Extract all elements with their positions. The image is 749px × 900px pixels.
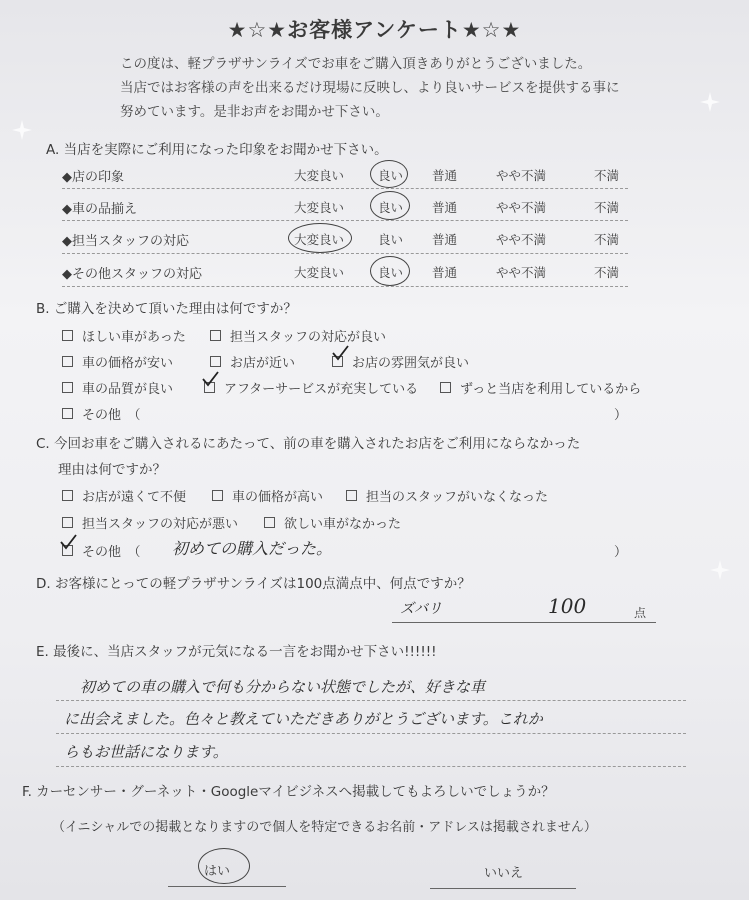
rating-option[interactable]: 大変良い <box>294 232 345 247</box>
section-d-question: D. お客様にとっての軽プラザサンライズは100点満点中、何点ですか？ <box>36 576 471 592</box>
checkbox-option[interactable]: 車の価格が高い <box>212 486 323 505</box>
handwritten-comment-line-1: 初めての車の購入で何も分からない状態でしたが、好きな車 <box>80 678 486 696</box>
handwritten-comment-line-3: らもお世話になります。 <box>64 743 228 761</box>
checkbox[interactable] <box>62 382 73 393</box>
answer-no[interactable]: いいえ <box>484 866 524 881</box>
score-unit: 点 <box>634 606 647 620</box>
rating-row-label: ◆その他スタッフの対応 <box>62 267 202 282</box>
checkbox-option[interactable]: 担当のスタッフがいなくなった <box>346 486 548 505</box>
checkbox-option[interactable]: お店が遠くて不便 <box>62 486 186 505</box>
checkbox-option[interactable]: お店が近い <box>210 352 295 371</box>
sparkle-icon <box>700 92 720 112</box>
section-c-question-line-2: 理由は何ですか？ <box>58 462 166 478</box>
rating-option[interactable]: 普通 <box>432 265 458 280</box>
checkbox-option[interactable]: 車の価格が安い <box>62 352 173 371</box>
comment-line <box>56 733 686 734</box>
rating-option[interactable]: やや不満 <box>496 232 547 247</box>
handwritten-score-label: ズバリ <box>400 601 442 617</box>
rating-option[interactable]: 不満 <box>594 232 620 247</box>
comment-line <box>56 700 686 701</box>
section-b-question: B. ご購入を決めて頂いた理由は何ですか？ <box>36 301 297 317</box>
close-paren: ） <box>614 408 628 423</box>
selection-circle <box>370 160 408 188</box>
checkbox[interactable] <box>62 517 73 528</box>
selection-circle <box>288 223 352 253</box>
survey-title: ★☆★お客様アンケート★☆★ <box>227 18 522 42</box>
checkbox-option[interactable]: 担当スタッフの対応が良い <box>210 326 386 345</box>
check-mark-icon <box>200 369 220 389</box>
rating-option[interactable]: やや不満 <box>496 200 547 215</box>
rating-option[interactable]: 不満 <box>594 168 620 183</box>
checkbox[interactable] <box>440 382 451 393</box>
rating-option[interactable]: 不満 <box>594 200 620 215</box>
rating-option[interactable]: 不満 <box>594 265 620 280</box>
checkbox[interactable] <box>62 330 73 341</box>
rating-option[interactable]: 大変良い <box>294 200 345 215</box>
section-e-question: E. 最後に、当店スタッフが元気になる一言をお聞かせ下さい!!!!!! <box>36 644 437 660</box>
checkbox-option[interactable]: 担当スタッフの対応が悪い <box>62 513 238 532</box>
check-mark-icon <box>58 532 78 552</box>
intro-line-2: 当店ではお客様の声を出来るだけ現場に反映し、より良いサービスを提供する事に <box>120 80 620 96</box>
rating-option[interactable]: 良い <box>378 168 404 183</box>
checkbox-option[interactable]: お店の雰囲気が良い <box>332 352 469 371</box>
section-f-question: F. カーセンサー・グーネット・Googleマイビジネスへ掲載してもよろしいでしょうか？ <box>22 784 555 800</box>
checkbox-option[interactable]: その他 （ <box>62 541 141 560</box>
yes-underline <box>168 886 286 887</box>
score-underline <box>392 622 656 623</box>
handwritten-comment-line-2: に出会えました。色々と教えていただきありがとうございます。これか <box>64 710 543 728</box>
rating-row-label: ◆店の印象 <box>62 170 124 185</box>
checkbox-option[interactable]: 欲しい車がなかった <box>264 513 401 532</box>
checkbox[interactable] <box>62 490 73 501</box>
rating-option[interactable]: 大変良い <box>294 265 345 280</box>
checkbox[interactable] <box>346 490 357 501</box>
row-divider <box>62 286 628 287</box>
checkbox[interactable] <box>210 330 221 341</box>
answer-yes[interactable]: はい <box>204 864 231 879</box>
check-mark-icon <box>330 343 350 363</box>
row-divider <box>62 220 628 221</box>
rating-option[interactable]: 大変良い <box>294 168 345 183</box>
row-divider <box>62 253 628 254</box>
checkbox[interactable] <box>210 356 221 367</box>
intro-line-3: 努めています。是非お声をお聞かせ下さい。 <box>120 104 389 120</box>
selection-circle <box>370 191 410 220</box>
intro-line-1: この度は、軽プラザサンライズでお車をご購入頂きありがとうございました。 <box>120 56 592 72</box>
close-paren: ） <box>614 545 628 560</box>
checkbox[interactable] <box>62 356 73 367</box>
rating-option[interactable]: やや不満 <box>496 265 547 280</box>
handwritten-other-reason: 初めての購入だった。 <box>172 539 333 558</box>
rating-row-label: ◆車の品揃え <box>62 202 137 217</box>
checkbox-option[interactable]: 車の品質が良い <box>62 378 173 397</box>
checkbox-option[interactable]: アフターサービスが充実している <box>204 378 418 397</box>
comment-line <box>56 766 686 767</box>
rating-option[interactable]: 良い <box>378 232 404 247</box>
sparkle-icon <box>12 120 32 140</box>
section-a-question: A. 当店を実際にご利用になった印象をお聞かせ下さい。 <box>46 142 388 158</box>
rating-option[interactable]: 良い <box>378 200 404 215</box>
handwritten-score: 100 <box>548 594 587 618</box>
rating-option[interactable]: 普通 <box>432 168 458 183</box>
no-underline <box>430 888 576 889</box>
section-c-question-line-1: C. 今回お車をご購入されるにあたって、前の車を購入されたお店をご利用にならなかった <box>36 436 581 452</box>
checkbox-option[interactable]: その他 （ <box>62 404 141 423</box>
rating-option[interactable]: 普通 <box>432 200 458 215</box>
checkbox[interactable] <box>212 490 223 501</box>
checkbox[interactable] <box>62 408 73 419</box>
row-divider <box>62 188 628 189</box>
rating-option[interactable]: やや不満 <box>496 168 547 183</box>
selection-circle <box>370 256 410 286</box>
checkbox[interactable] <box>264 517 275 528</box>
rating-row-label: ◆担当スタッフの対応 <box>62 234 189 249</box>
checkbox-option[interactable]: ずっと当店を利用しているから <box>440 378 641 397</box>
selection-circle <box>198 848 250 884</box>
checkbox-option[interactable]: ほしい車があった <box>62 326 186 345</box>
section-f-note: （イニシャルでの掲載となりますので個人を特定できるお名前・アドレスは掲載されません） <box>52 820 597 835</box>
rating-option[interactable]: 良い <box>378 265 404 280</box>
sparkle-icon <box>710 560 730 580</box>
rating-option[interactable]: 普通 <box>432 232 458 247</box>
